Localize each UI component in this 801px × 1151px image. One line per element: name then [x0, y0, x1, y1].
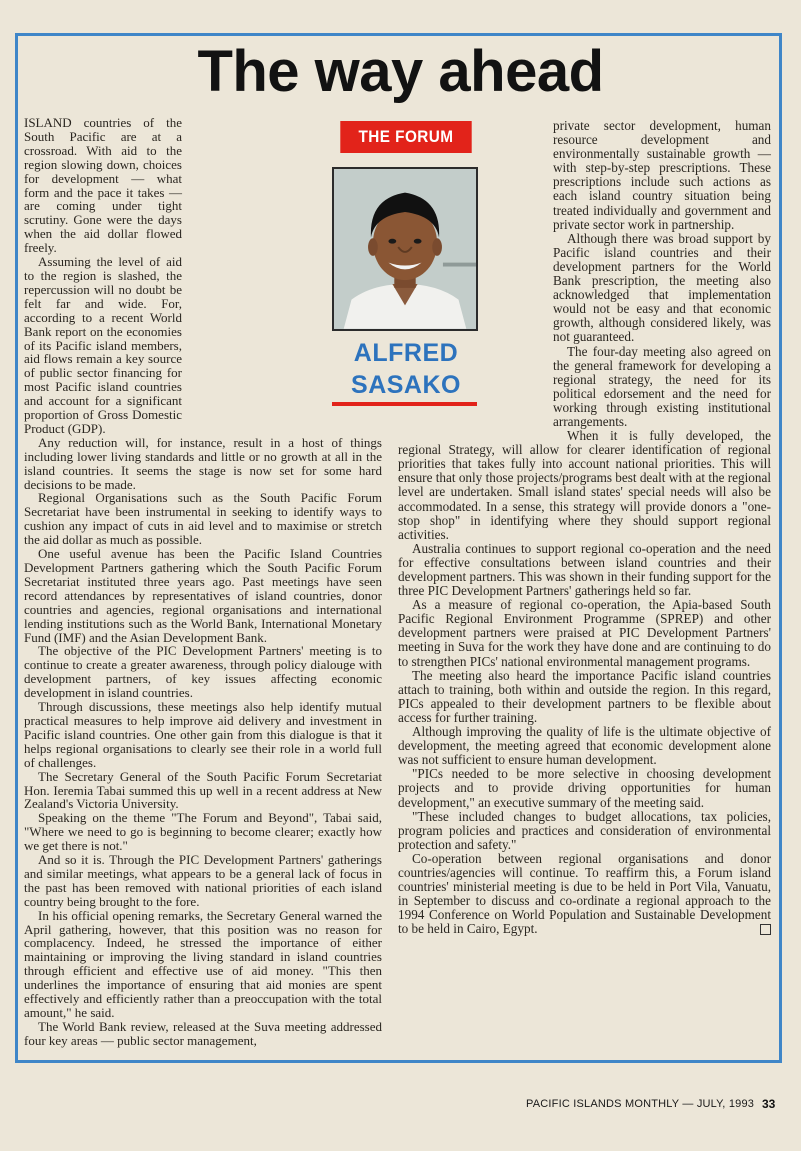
author-first-name: ALFRED	[353, 339, 459, 367]
author-last-name: SASAKO	[351, 371, 461, 399]
paragraph: Although improving the quality of life is the ultimate objective of development, the meeting agreed that economic development alone was not sufficient to ensure human development.	[398, 724, 771, 768]
paragraph: private sector development, human resource development and environmentally sustainable growth — with step-by-step prescriptions. These prescriptions include such actions as each island country situation being treated individually and government and private sector work in partnership.	[553, 118, 771, 232]
paragraph: The Secretary General of the South Pacific Forum Secretariat Hon. Ieremia Tabai summed this up well in a recent address at New Zealand's Victoria University.	[24, 768, 382, 812]
paragraph: The World Bank review, released at the Suva meeting addressed four key areas — public sector management,	[24, 1018, 382, 1048]
page-number: 33	[762, 1097, 776, 1111]
paragraph: Although there was broad support by Pacific island countries and their development partners for the World Bank prescription, the meeting also acknowledged that implementation would not be easy and that economic growth, although considered likely, was not guaranteed.	[553, 230, 771, 345]
paragraph: ISLAND countries of the South Pacific are at a crossroad. With aid to the region slowing down, choices for development — what form and the pace it takes — are coming under tight scrutiny. Gone were the days when the aid dollar flowed freely.	[24, 115, 182, 256]
headline: The way ahead	[197, 39, 604, 104]
paragraph-text: Co-operation between regional organisations and donor countries/agencies will continue. To reaffirm this, a Forum island countries' ministerial meeting is due to be held in Port Vila, Vanuatu, in September to discuss and co-ordinate a regional approach to the 1994 Conference on World Population and Sustainable Development to be held in Cairo, Egypt.	[398, 850, 771, 937]
paragraph: The objective of the PIC Development Partners' meeting is to continue to create a greater awareness, through policy dialouge with development partners, of key issues affecting economic development in island countries.	[24, 643, 382, 701]
paragraph: The four-day meeting also agreed on the general framework for developing a regional strategy, the need for its political edorsement and the need for working through existing institutional arrangements.	[553, 343, 771, 429]
paragraph: In his official opening remarks, the Secretary General warned the April gathering, however, that this position was no reason for complacency. Indeed, he stressed the importance of either maintaining or improving the living standard in island countries through efficient and effective use of aid money. "This then underlines the importance of ensuring that aid monies are spent effectively and efficiently rather than a preoccupation with the total amount," he said.	[24, 907, 382, 1020]
publication-footer: PACIFIC ISLANDS MONTHLY — JULY, 1993	[526, 1098, 755, 1110]
paragraph: Regional Organisations such as the South Pacific Forum Secretariat have been instrumental in seeking to identify ways to cushion any impact of cuts in aid level and to maximise or stretch the aid dollar as much as possible.	[24, 490, 382, 548]
paragraph: One useful avenue has been the Pacific Island Countries Development Partners gathering which the South Pacific Forum Secretariat instituted three years ago. Past meetings have seen record attendances by representatives of island countries, donor countries and agencies, regional organisations and international lending institutions such as the World Bank, International Monetary Fund (IMF) and the Asian Development Bank.	[24, 546, 382, 645]
paragraph: When it is fully developed, the regional Strategy, will allow for clearer identification of regional priorities that takes fully into account national priorities. This will ensure that only those projects/programs best dealt with at the regional level are undertaken. Small island states' special needs will also be accommodated. In a sense, this strategy will provide donors a "one-stop shop" in identifying where they should support regional activities.	[398, 428, 771, 542]
paragraph: "PICs needed to be more selective in choosing development projects and to provide driving opportunities for human development," an executive summary of the meeting said.	[398, 766, 771, 810]
paragraph-last	[398, 852, 771, 937]
paragraph: As a measure of regional co-operation, the Apia-based South Pacific Regional Environment Programme (SPREP) and other development partners were praised at PIC Development Partners' meeting in Suva for the work they have done and are continuing to do to strengthen PICs' national environmental management programs.	[398, 597, 771, 669]
end-of-article-icon	[760, 924, 771, 935]
paragraph: Assuming the level of aid to the region is slashed, the repercussion will no doubt be felt far and wide. For, according to a recent World Bank report on the economies of its Pacific island members, aid flows remain a key source of public sector financing for most Pacific island countries and account for a significant proportion of Gross Domestic Product (GDP).	[24, 254, 182, 436]
article-column-right	[398, 119, 771, 936]
section-banner: THE FORUM	[340, 121, 471, 153]
paragraph: And so it is. Through the PIC Development Partners' gatherings and similar meetings, what appears to be a general lack of focus in the past has been removed with national priorities of each island country being brought to the fore.	[24, 852, 382, 909]
paragraph: "These included changes to budget allocations, tax policies, program policies and practices and consideration of environmental protection and safety."	[398, 808, 771, 852]
paragraph: Australia continues to support regional co-operation and the need for effective consultations between island countries and their development partners. This was shown in their funding support for the three PIC Development Partners' gatherings held so far.	[398, 540, 771, 599]
paragraph: Through discussions, these meetings also help identify mutual practical measures to help improve aid delivery and investment in Pacific island countries. One other gain from this dialogue is that it helps regional organisations to clearly see their role in a world full of challenges.	[24, 699, 382, 770]
paragraph: The meeting also heard the importance Pacific island countries attach to training, both within and outside the region. In this regard, PICs appealed to their development partners to be flexible about access for further training.	[398, 667, 771, 725]
article-column-left	[24, 116, 382, 1048]
paragraph: Speaking on the theme "The Forum and Beyond", Tabai said, "Where we need to go is beginning to become clearer; exactly how we get there is not."	[24, 810, 382, 854]
paragraph: Any reduction will, for instance, result in a host of things including lower living standards and little or no growth at all in the island countries. It seems the stage is now set for some hard decisions to be made.	[24, 434, 382, 492]
